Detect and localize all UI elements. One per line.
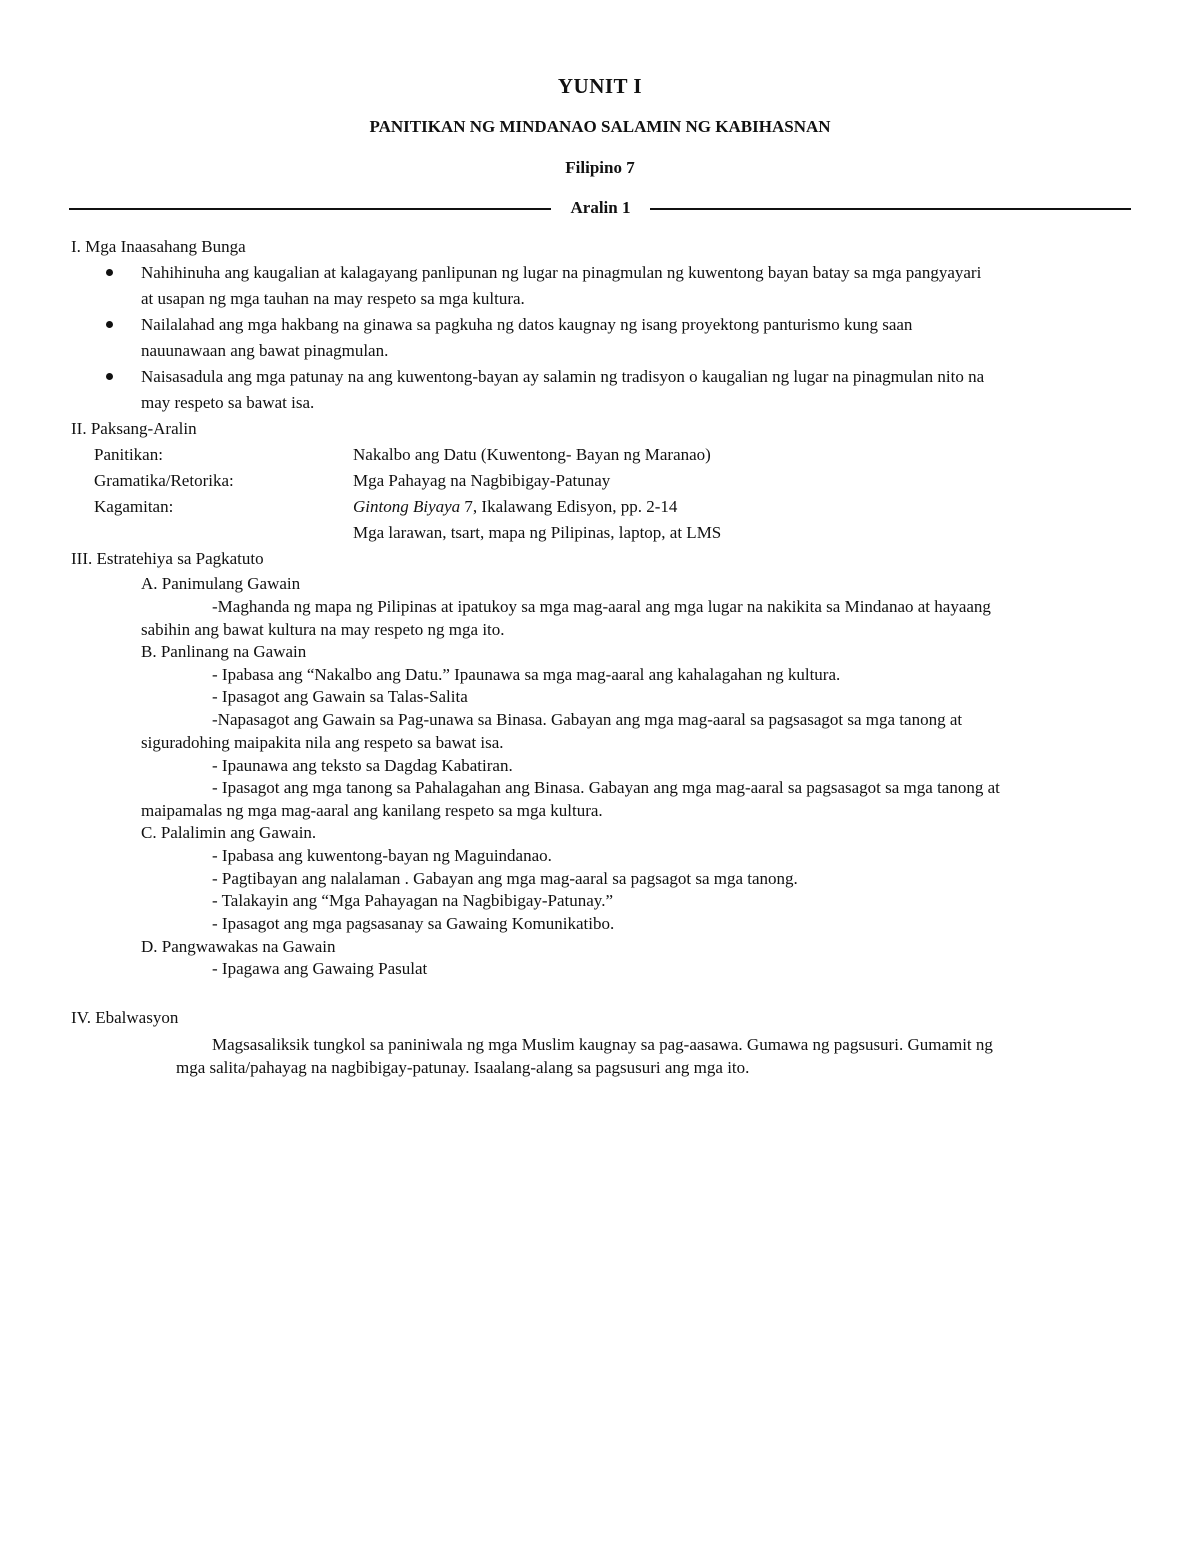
rule-right <box>650 208 1131 210</box>
topic-value: Nakalbo ang Datu (Kuwentong- Bayan ng Maranao) <box>353 445 711 464</box>
bullet-text: Nailalahad ang mga hakbang na ginawa sa pagkuha ng datos kaugnay ng isang proyektong panturismo kung saan <box>141 315 913 334</box>
section-heading-expected-outcomes: I. Mga Inaasahang Bunga <box>71 237 246 256</box>
lesson-header <box>69 198 1131 220</box>
activity-text: sabihin ang bawat kultura na may respeto ng mga ito. <box>141 620 505 639</box>
book-details: 7, Ikalawang Edisyon, pp. 2-14 <box>460 497 678 516</box>
activity-text: - Ipagawa ang Gawaing Pasulat <box>212 959 428 978</box>
activity-text: maipamalas ng mga mag-aaral ang kanilang respeto sa mga kultura. <box>141 801 603 820</box>
bullet-icon <box>106 321 113 328</box>
activity-text: - Ipabasa ang kuwentong-bayan ng Maguindanao. <box>212 846 552 865</box>
activity-text: - Ipabasa ang “Nakalbo ang Datu.” Ipaunawa sa mga mag-aaral ang kahalagahan ng kultura. <box>212 665 841 684</box>
evaluation-text: Magsasaliksik tungkol sa paniniwala ng mga Muslim kaugnay sa pag-aasawa. Gumawa ng pagsusuri. Gumamit ng <box>212 1035 993 1054</box>
topic-value: Mga larawan, tsart, mapa ng Pilipinas, laptop, at LMS <box>353 523 722 542</box>
subject-title: Filipino 7 <box>565 158 635 177</box>
bullet-icon <box>106 373 113 380</box>
evaluation-text: mga salita/pahayag na nagbibigay-patunay. Isaalang-alang sa pagsusuri ang mga ito. <box>176 1058 750 1077</box>
activity-text: - Talakayin ang “Mga Pahayagan na Nagbibigay-Patunay.” <box>212 891 614 910</box>
book-title: Gintong Biyaya <box>353 497 461 516</box>
bullet-text: Nahihinuha ang kaugalian at kalagayang panlipunan ng lugar na pinagmulan ng kuwentong bayan batay sa mga pangyayari <box>141 263 982 282</box>
rule-left <box>69 208 551 210</box>
topic-label: Kagamitan: <box>94 497 174 516</box>
bullet-text: may respeto sa bawat isa. <box>141 393 315 412</box>
activity-text: -Napasagot ang Gawain sa Pag-unawa sa Binasa. Gabayan ang mga mag-aaral sa pagsasagot sa mga tanong at <box>212 710 963 729</box>
lesson-title: Aralin 1 <box>570 198 631 217</box>
section-heading-evaluation: IV. Ebalwasyon <box>71 1008 179 1027</box>
activity-text: -Maghanda ng mapa ng Pilipinas at ipatukoy sa mga mag-aaral ang mga lugar na nakikita sa Mindanao at hayaang <box>212 597 991 616</box>
topic-value <box>353 496 677 518</box>
subsection-heading: B. Panlinang na Gawain <box>141 642 307 661</box>
activity-text: - Ipasagot ang mga pagsasanay sa Gawaing Komunikatibo. <box>212 914 615 933</box>
bullet-text: nauunawaan ang bawat pinagmulan. <box>141 341 389 360</box>
activity-text: - Ipaunawa ang teksto sa Dagdag Kabatiran. <box>212 756 513 775</box>
bullet-text: Naisasadula ang mga patunay na ang kuwentong-bayan ay salamin ng tradisyon o kaugalian ng lugar na pinagmulan nito na <box>141 367 985 386</box>
subsection-heading: C. Palalimin ang Gawain. <box>141 823 317 842</box>
activity-text: - Pagtibayan ang nalalaman . Gabayan ang mga mag-aaral sa pagsagot sa mga tanong. <box>212 869 798 888</box>
section-heading-strategies: III. Estratehiya sa Pagkatuto <box>71 549 264 568</box>
activity-text: siguradohing maipakita nila ang respeto sa bawat isa. <box>141 733 504 752</box>
section-heading-topic: II. Paksang-Aralin <box>71 419 197 438</box>
topic-label: Gramatika/Retorika: <box>94 471 234 490</box>
bullet-icon <box>106 269 113 276</box>
topic-value: Mga Pahayag na Nagbibigay-Patunay <box>353 471 611 490</box>
unit-title: YUNIT I <box>557 74 643 98</box>
subsection-heading: A. Panimulang Gawain <box>141 574 301 593</box>
unit-subtitle: PANITIKAN NG MINDANAO SALAMIN NG KABIHASNAN <box>369 117 831 136</box>
activity-text: - Ipasagot ang Gawain sa Talas-Salita <box>212 687 468 706</box>
bullet-text: at usapan ng mga tauhan na may respeto sa mga kultura. <box>141 289 525 308</box>
subsection-heading: D. Pangwawakas na Gawain <box>141 937 336 956</box>
activity-text: - Ipasagot ang mga tanong sa Pahalagahan ang Binasa. Gabayan ang mga mag-aaral sa pagsasagot sa mga tanong at <box>212 778 1000 797</box>
topic-label: Panitikan: <box>94 445 163 464</box>
